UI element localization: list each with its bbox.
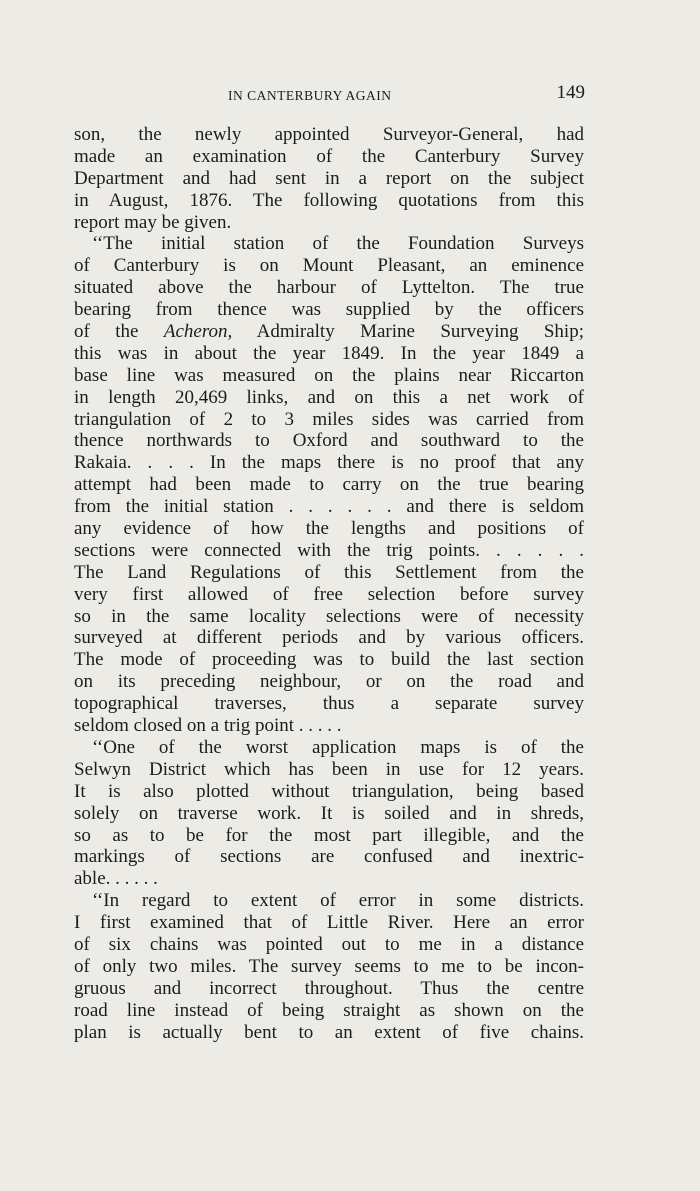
text-line: markings of sections are confused and inextric- — [74, 846, 584, 868]
text-line: so as to be for the most part illegible, and the — [74, 824, 584, 846]
text-line: ‘‘The initial station of the Foundation Surveys — [92, 233, 584, 255]
text-line: sections were connected with the trig points. . . . . . — [74, 539, 584, 561]
text-line — [74, 321, 584, 343]
text-line: road line instead of being straight as shown on the — [74, 999, 584, 1021]
text-segment: Admiralty Marine Surveying Ship; — [232, 321, 584, 343]
text-line: of only two miles. The survey seems to me to be incon- — [74, 955, 584, 977]
text-line: able. . . . . . — [74, 868, 158, 890]
text-line: Rakaia. . . . In the maps there is no proof that any — [74, 452, 584, 474]
text-line: topographical traverses, thus a separate survey — [74, 693, 584, 715]
text-line: The mode of proceeding was to build the last section — [74, 649, 584, 671]
ship-name-italic: Acheron, — [163, 321, 233, 343]
text-line: son, the newly appointed Surveyor-General, had — [74, 124, 584, 145]
text-line: made an examination of the Canterbury Survey — [74, 145, 584, 167]
text-line: bearing from thence was supplied by the officers — [74, 299, 584, 321]
text-line: report may be given. — [74, 211, 232, 233]
text-line: surveyed at different periods and by various officers. — [74, 627, 584, 649]
text-line: of six chains was pointed out to me in a distance — [74, 933, 584, 955]
text-line: thence northwards to Oxford and southward to the — [74, 430, 584, 452]
text-line: of Canterbury is on Mount Pleasant, an eminence — [74, 255, 584, 277]
text-line: situated above the harbour of Lyttelton. The true — [74, 277, 584, 299]
running-head — [0, 82, 700, 108]
text-line: very first allowed of free selection before survey — [74, 583, 584, 605]
text-line: It is also plotted without triangulation, being based — [74, 780, 584, 802]
text-line: this was in about the year 1849. In the year 1849 a — [74, 342, 584, 364]
text-line: I first examined that of Little River. Here an error — [74, 912, 584, 934]
text-line: plan is actually bent to an extent of five chains. — [74, 1021, 584, 1043]
text-line: solely on traverse work. It is soiled and in shreds, — [74, 802, 584, 824]
text-line: base line was measured on the plains near Riccarton — [74, 364, 584, 386]
text-line: on its preceding neighbour, or on the road and — [74, 671, 584, 693]
text-line: Department and had sent in a report on the subject — [74, 167, 584, 189]
text-line: The Land Regulations of this Settlement from the — [74, 561, 584, 583]
text-line: Selwyn District which has been in use for 12 years. — [74, 758, 584, 780]
text-line: so in the same locality selections were of necessity — [74, 605, 584, 627]
text-line: in length 20,469 links, and on this a net work of — [74, 386, 584, 408]
text-line: triangulation of 2 to 3 miles sides was carried from — [74, 408, 584, 430]
text-line: gruous and incorrect throughout. Thus the centre — [74, 977, 584, 999]
text-line: any evidence of how the lengths and positions of — [74, 518, 584, 540]
text-line: from the initial station . . . . . . and there is seldom — [74, 496, 584, 518]
text-line: in August, 1876. The following quotations from this — [74, 189, 584, 211]
body-text — [74, 124, 584, 1043]
text-line: ‘‘One of the worst application maps is of the — [92, 736, 584, 758]
text-line: ‘‘In regard to extent of error in some districts. — [92, 890, 584, 912]
page-number: 149 — [556, 82, 585, 103]
text-segment: of the — [74, 321, 164, 343]
text-line: seldom closed on a trig point . . . . . — [74, 715, 342, 737]
running-title: IN CANTERBURY AGAIN — [228, 88, 392, 103]
text-line: attempt had been made to carry on the true bearing — [74, 474, 584, 496]
